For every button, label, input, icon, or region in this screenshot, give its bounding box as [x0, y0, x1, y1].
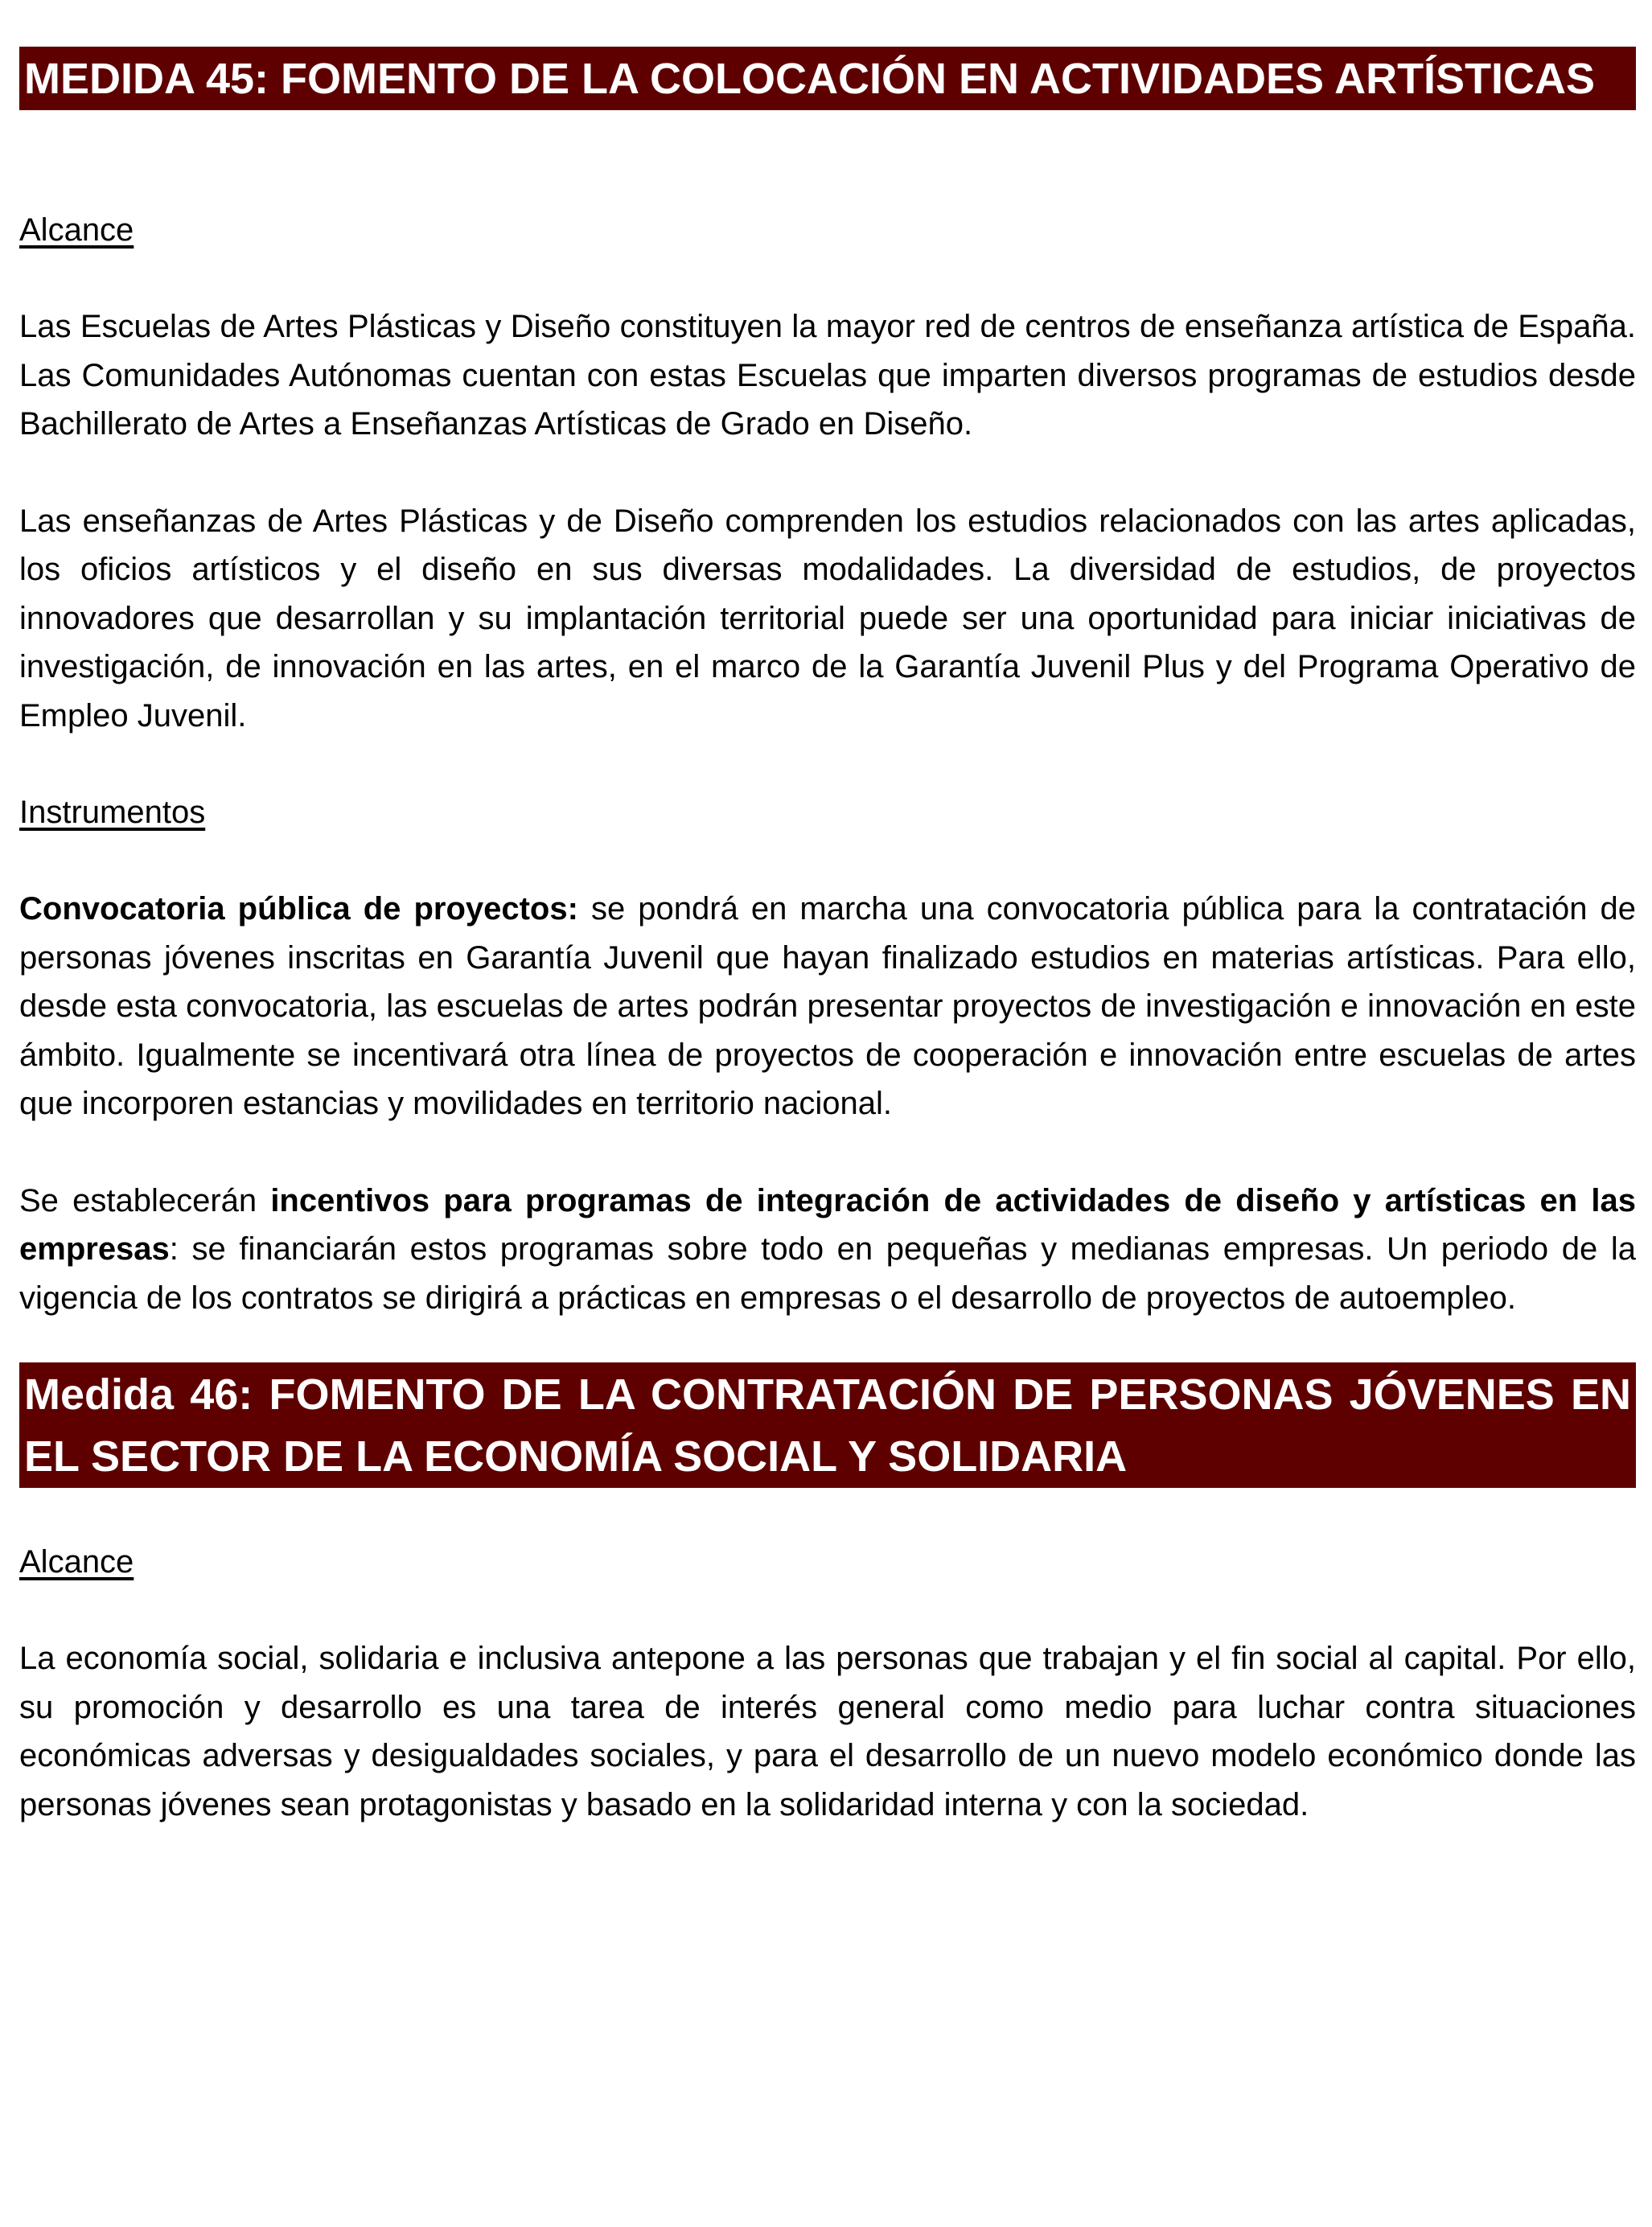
- measure-45-title-banner: [19, 47, 1636, 110]
- measure-45-title: MEDIDA 45: FOMENTO DE LA COLOCACIÓN EN ACTIVIDADES ARTÍSTICAS: [24, 55, 1596, 103]
- measure-45-alcance-paragraph-1: Las Escuelas de Artes Plásticas y Diseño constituyen la mayor red de centros de enseñanza artística de España. Las Comunidades Autónomas cuentan con estas Escuelas que imparten diversos programas de estudios desde Bachillerato de Artes a Enseñanzas Artísticas de Grado en Diseño.: [19, 309, 1636, 442]
- measure-46-title: Medida 46: FOMENTO DE LA CONTRATACIÓN DE PERSONAS JÓVENES EN EL SECTOR DE LA ECONOMÍA SOCIAL Y SOLIDARIA: [24, 1370, 1631, 1481]
- document-page: [19, 47, 1636, 1829]
- measure-46-title-banner: [19, 1362, 1636, 1488]
- convocatoria-bold-lead: Convocatoria pública de proyectos:: [19, 891, 578, 927]
- measure-45-alcance-heading: Alcance: [19, 212, 134, 248]
- measure-46-alcance-paragraph-1: La economía social, solidaria e inclusiva antepone a las personas que trabajan y el fin social al capital. Por ello, su promoción y desarrollo es una tarea de interés general como medio para luchar contra situaciones económicas adversas y desigualdades sociales, y para el desarrollo de un nuevo modelo económico donde las personas jóvenes sean protagonistas y basado en la solidaridad interna y con la sociedad.: [19, 1641, 1636, 1822]
- incentivos-lead-text: Se establecerán: [19, 1182, 271, 1218]
- convocatoria-text: se pondrá en marcha una convocatoria pública para la contratación de personas jóvenes inscritas en Garantía Juvenil que hayan finalizado estudios en materias artísticas. Para ello, desde esta convocatoria, las escuelas de artes podrán presentar proyectos de investigación e innovación en este ámbito. Igualmente se incentivará otra línea de proyectos de cooperación e innovación entre escuelas de artes que incorporen estancias y movilidades en territorio nacional.: [19, 891, 1636, 1121]
- measure-45-alcance-paragraph-2: Las enseñanzas de Artes Plásticas y de Diseño comprenden los estudios relacionados con las artes aplicadas, los oficios artísticos y el diseño en sus diversas modalidades. La diversidad de estudios, de proyectos innovadores que desarrollan y su implantación territorial puede ser una oportunidad para iniciar iniciativas de investigación, de innovación en las artes, en el marco de la Garantía Juvenil Plus y del Programa Operativo de Empleo Juvenil.: [19, 503, 1636, 733]
- measure-46-alcance-heading: Alcance: [19, 1544, 134, 1580]
- incentivos-bold-text: incentivos para programas de integración de actividades de diseño y artísticas en las empresas: [19, 1182, 1636, 1267]
- incentivos-rest-text: : se financiarán estos programas sobre todo en pequeñas y medianas empresas. Un periodo de la vigencia de los contratos se dirigirá a prácticas en empresas o el desarrollo de proyectos de autoempleo.: [19, 1231, 1636, 1316]
- measure-45-instrumentos-paragraph-2: [19, 1177, 1636, 1323]
- measure-45-instrumentos-heading: Instrumentos: [19, 795, 206, 830]
- measure-45-instrumentos-paragraph-1: [19, 885, 1636, 1128]
